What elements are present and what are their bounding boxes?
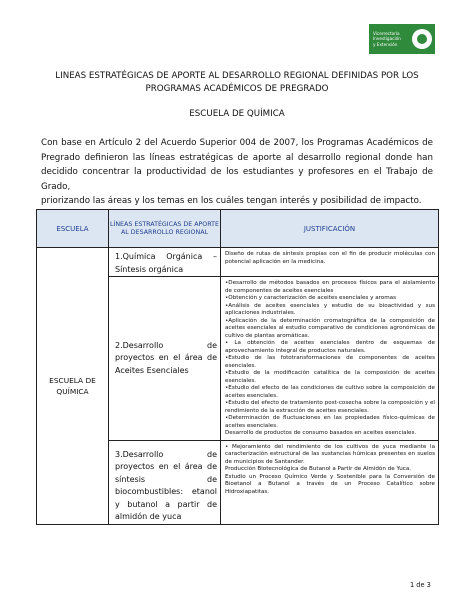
intro-paragraph: Con base en Artículo 2 del Acuerdo Superior 004 de 2007, los Programas Académicos de Pregrado definieron las líneas estratégicas de aporte al desarrollo regional donde han decidido concentrar la productividad de los estudiantes y profesores en el Trabajo de Grado, priorizando las áreas y los temas en los cuáles tengan interés y posibilidad de impacto.	[41, 138, 433, 207]
table-row	[37, 248, 439, 277]
header-escuela: ESCUELA	[37, 210, 109, 248]
document-title: LINEAS ESTRATÉGICAS DE APORTE AL DESARROLLO REGIONAL DEFINIDAS POR LOS PROGRAMAS ACADÉMICOS DE PREGRADO	[55, 71, 419, 94]
programa-cell: 1.Química Orgánica – Síntesis orgánica	[109, 248, 221, 277]
justificacion-cell: • Mejoramiento del rendimiento de los cultivos de yuca mediante la caracterización estructural de las sustancias húmicas presentes en suelos de municipios de Santander. Producción Biotecnológica de Butanol a Partir de Almidón de Yuca. Estudio un Proceso Químico Verde y Sostenible para la Conversión de Bioetanol a Butanol a través de un Proceso Catalítico sobre Hidroxiapatitas.	[221, 440, 439, 524]
header-justificacion: JUSTIFICACIÓN	[221, 210, 439, 248]
table-header-row	[37, 210, 439, 248]
logo-text: Vicerrectoría Investigación y Extensión	[373, 31, 401, 47]
page-number: 1 de 3	[410, 581, 431, 589]
school-subtitle: ESCUELA DE QUÍMICA	[189, 109, 285, 119]
strategic-lines-table	[36, 209, 439, 525]
justificacion-cell: Diseño de rutas de síntesis propias con el fin de producir moléculas con potencial aplicación en la medicina.	[221, 248, 439, 277]
header-lineas: LÍNEAS ESTRATÉGICAS DE APORTE AL DESARROLLO REGIONAL	[109, 210, 221, 248]
escuela-cell: ESCUELA DE QUÍMICA	[37, 248, 109, 525]
programa-cell: 3.Desarrollo de proyectos en el área de síntesis de biocombustibles: etanol y butanol a partir de almidón de yuca	[109, 440, 221, 524]
justificacion-cell: •Desarrollo de métodos basados en procesos físicos para el aislamiento de componentes de aceites esenciales •Obtención y caracterización de aceites esenciales y aromas •Análisis de aceites esenciales y estudio de su bioactividad y sus aplicaciones industriales. •Aplicación de la determinación cromatográfica de la composición de aceites esenciales al estudio comparativo de condiciones agronómicas de cultivo de plantas aromáticas. • La obtención de aceites esenciales dentro de esquemas de aprovechamiento integral de productos naturales. •Estudio de las fototransformaciones de componentes de aceites esenciales. •Estudio de la modificación catalítica de la composición de aceites esenciales. •Estudio del efecto de las condiciones de cultivo sobre la composición de aceites esenciales. •Estudio del efecto de tratamiento post-cosecha sobre la composición y el rendimiento de la extracción de aceites esenciales. •Determinación de fluctuaciones en las propiedades físico-químicas de aceites esenciales. Desarrollo de productos de consumo basados en aceites esenciales.	[221, 277, 439, 441]
university-logo	[369, 24, 435, 54]
logo-emblem-icon	[412, 29, 432, 49]
programa-cell: 2.Desarrollo de proyectos en el área de Aceites Esenciales	[109, 277, 221, 441]
